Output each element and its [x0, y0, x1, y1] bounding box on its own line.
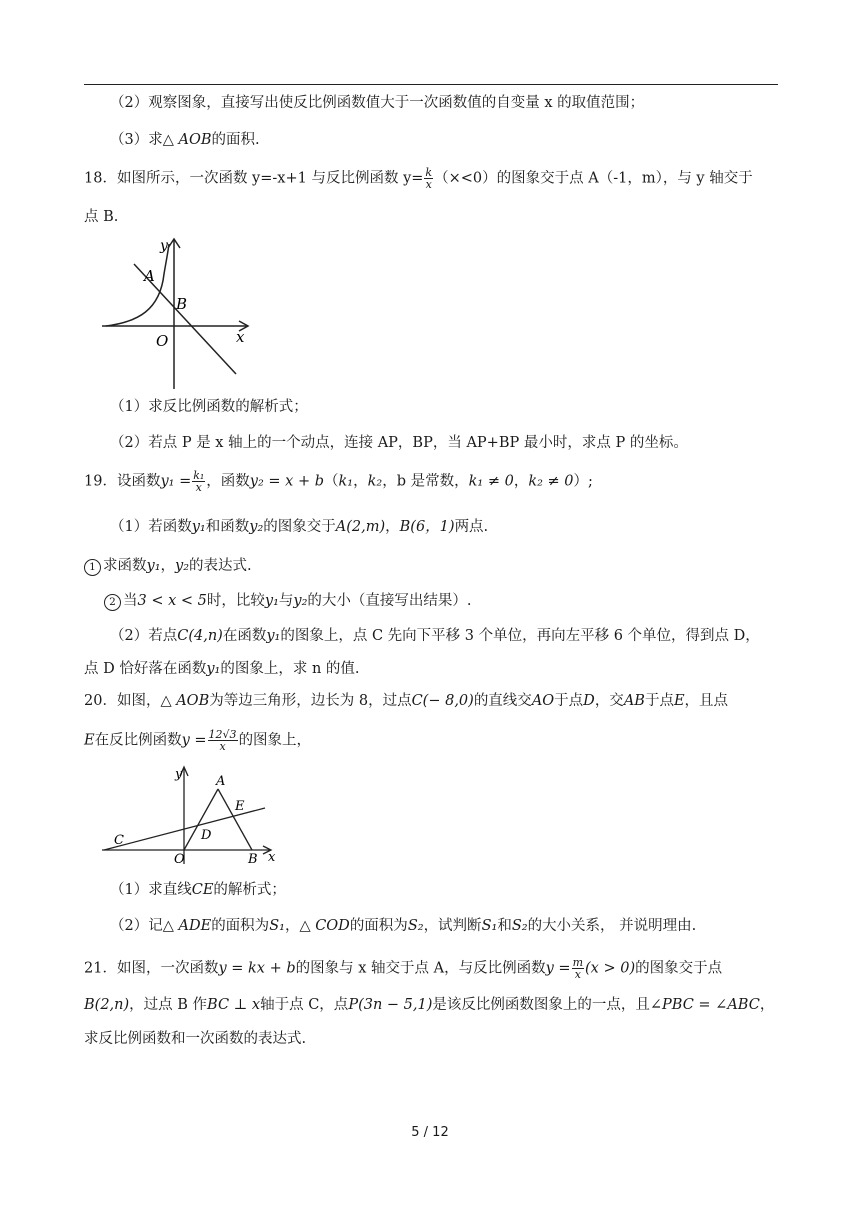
q18-part2: （2）若点 P 是 x 轴上的一个动点，连接 AP，BP，当 AP+BP 最小时，求点 P 的坐标。	[110, 435, 688, 451]
fraction: $\frac{m}{x}$	[572, 956, 584, 981]
q19-sub2: 2 当3 < x < 5时，比较y₁与y₂的大小（直接写出结果）.	[104, 591, 472, 611]
fig20-b-label: B	[248, 852, 258, 867]
q19-part2-line1: （2）若点C(4,n)在函数y₁的图象上，点 C 先向下平移 3 个单位，再向左平移 6 个单位，得到点 D，	[110, 628, 760, 644]
fig18-a-label: A	[144, 267, 155, 285]
q18-part1: （1）求反比例函数的解析式；	[110, 399, 308, 415]
fig18-o-label: O	[156, 332, 169, 350]
q18-figure	[98, 234, 258, 392]
fraction: $\frac{12√3}{x}$	[208, 728, 237, 753]
q19-part1: （1）若函数y₁和函数y₂的图象交于A(2,m)，B(6，1)两点.	[110, 519, 489, 535]
q20-stem-line1: 20．如图，△ AOB为等边三角形，边长为 8，过点C(− 8,0)的直线交AO于点D，交AB于点E，且点	[84, 693, 729, 709]
header-rule	[84, 84, 778, 85]
fraction: $\frac{k}{x}$	[425, 166, 433, 191]
page-number: 5 / 12	[411, 1125, 449, 1140]
fig18-b-label: B	[176, 295, 188, 313]
fig18-x-label: x	[236, 328, 245, 346]
q21-stem-line3: 求反比例函数和一次函数的表达式.	[84, 1031, 307, 1047]
q20-part2: （2）记△ ADE的面积为S₁，△ COD的面积为S₂，试判断S₁和S₂的大小关系， 并说明理由.	[110, 918, 697, 934]
q19-stem: 19．设函数y₁ = $\frac{\text{k₁}}{x}$ ，函数y₂ = x + b（k₁，k₂，b 是常数，k₁ ≠ 0，k₂ ≠ 0）;	[84, 469, 593, 494]
fig20-o-label: O	[174, 852, 185, 867]
q20-figure	[100, 762, 290, 868]
fraction: $\frac{\text{k₁}}{x}$	[193, 469, 205, 494]
fig20-x-label: x	[268, 850, 276, 865]
fig20-c-label: C	[114, 833, 124, 848]
q21-stem-line2: B(2,n)，过点 B 作BC ⊥ x轴于点 C，点P(3n − 5,1)是该反比例函数图象上的一点，且∠PBC = ∠ABC，	[84, 997, 775, 1013]
q17-part3: （3）求△ AOB的面积.	[110, 132, 260, 148]
fig18-y-label: y	[160, 238, 168, 254]
fig20-e-label: E	[235, 799, 245, 814]
circled-number: 1	[84, 559, 101, 576]
q20-stem-line2: E在反比例函数y = $\frac{12√3}{x}$ 的图象上，	[84, 728, 312, 753]
fig20-d-label: D	[201, 828, 212, 843]
q19-part2-line2: 点 D 恰好落在函数y₁的图象上，求 n 的值.	[84, 661, 360, 677]
q18-stem-line2: 点 B.	[84, 209, 119, 225]
fig20-a-label: A	[216, 774, 226, 789]
q21-stem-line1: 21．如图，一次函数y = kx + b的图象与 x 轴交于点 A，与反比例函数y = $\frac{m}{x}$ (x > 0)的图象交于点	[84, 956, 723, 981]
q17-part2: （2）观察图象，直接写出使反比例函数值大于一次函数值的自变量 x 的取值范围；	[110, 95, 645, 111]
circled-number: 2	[104, 594, 121, 611]
q20-part1: （1）求直线CE的解析式；	[110, 882, 286, 898]
q19-sub1: 1 求函数y₁，y₂的表达式.	[84, 556, 252, 576]
fig20-y-label: y	[175, 767, 183, 782]
q18-stem-line1: 18．如图所示，一次函数 y=-x+1 与反比例函数 y= $\frac{k}{x}$ （×<0）的图象交于点 A（-1，m），与 y 轴交于	[84, 166, 753, 191]
